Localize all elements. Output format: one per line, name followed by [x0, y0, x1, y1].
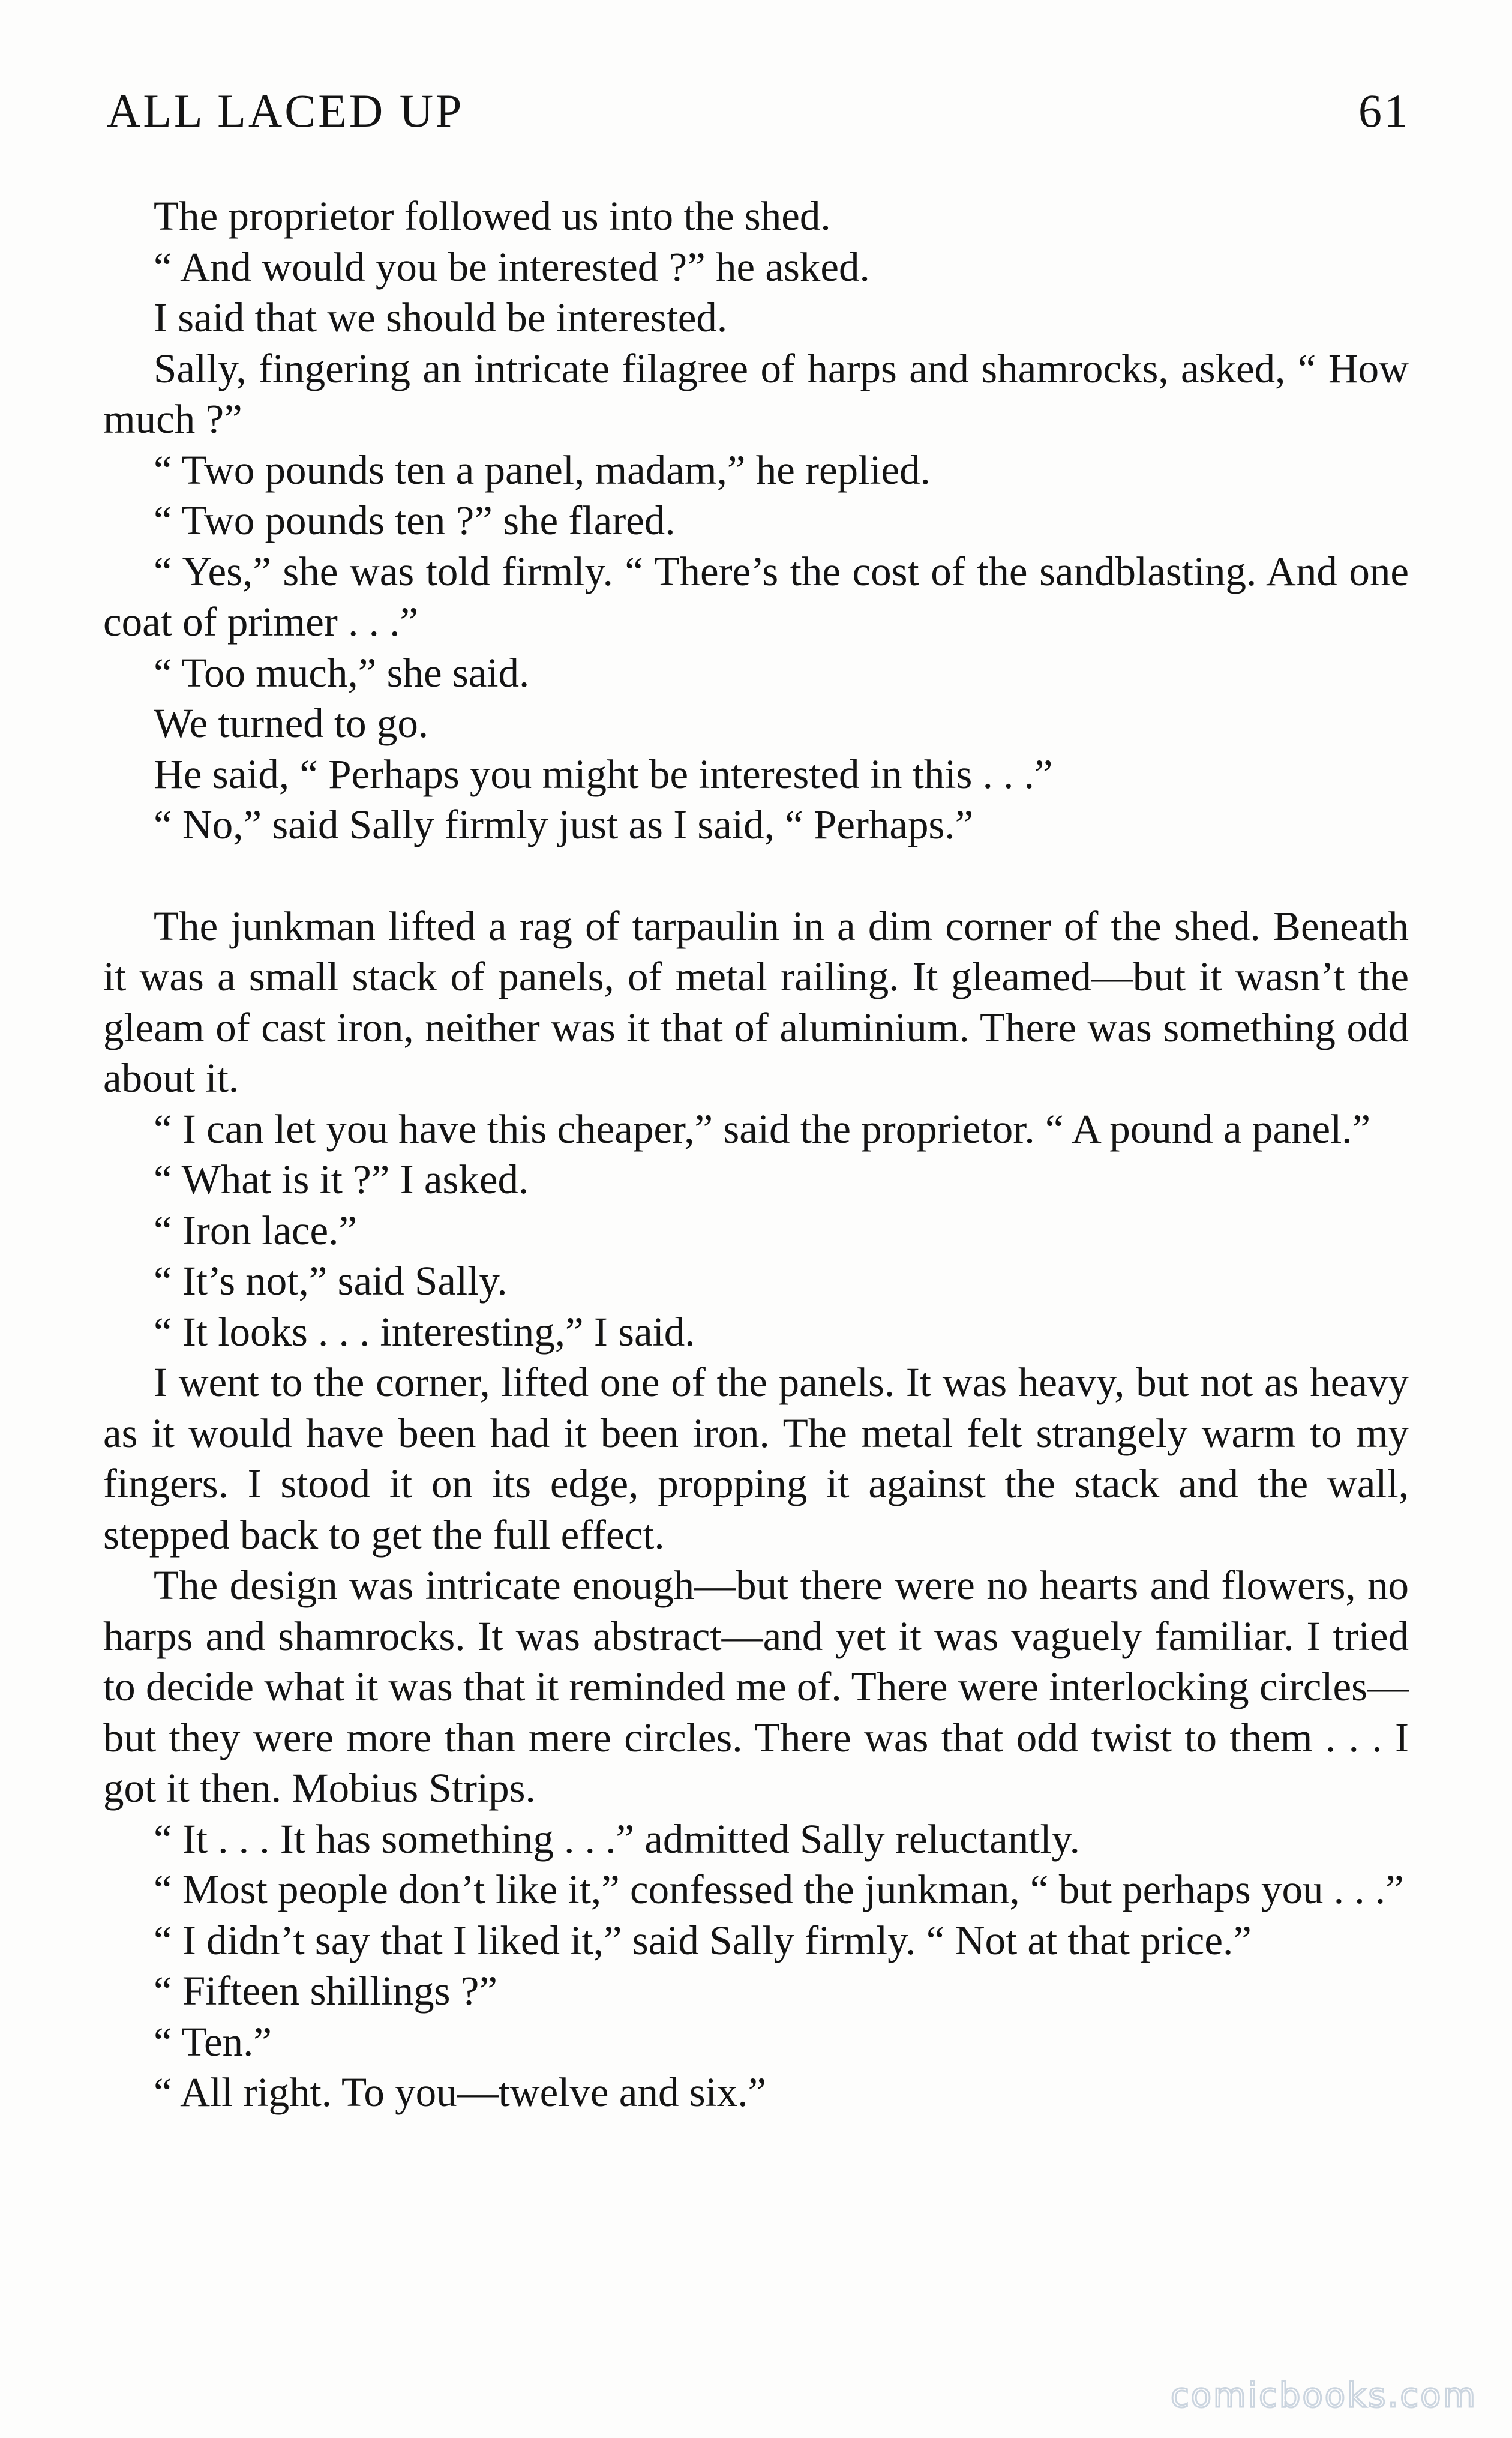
page-number: 61 [1358, 85, 1410, 137]
paragraph: “ It’s not,” said Sally. [154, 1258, 508, 1304]
paragraph: Sally, fingering an intricate filagree of harps and shamrocks, asked, “ How much ?” [103, 345, 1409, 442]
paragraph: “ It . . . It has something . . .” admitted Sally reluctantly. [154, 1816, 1080, 1862]
paragraph: “ Ten.” [154, 2018, 272, 2065]
paragraph: “ I didn’t say that I liked it,” said Sally firmly. “ Not at that price.” [154, 1917, 1252, 1963]
body-text [103, 191, 1409, 2118]
running-title: ALL LACED UP [107, 85, 464, 137]
paragraph: “ What is it ?” I asked. [154, 1157, 529, 1202]
paragraph: I went to the corner, lifted one of the panels. It was heavy, but not as heavy as it would have been had it been iron. The metal felt strangely warm to my fingers. I stood it on its edge, propping it against the stack and the wall, stepped back to get the full effect. [103, 1359, 1409, 1558]
watermark: comicbooks.com [1170, 2376, 1477, 2415]
running-head [107, 84, 1410, 144]
paragraph: “ Too much,” she said. [154, 649, 530, 696]
paragraph: “ Iron lace.” [154, 1207, 358, 1253]
paragraph: “ And would you be interested ?” he asked. [154, 244, 870, 290]
paragraph: “ Yes,” she was told firmly. “ There’s the cost of the sandblasting. And one coat of primer . . .” [103, 548, 1409, 645]
paragraph: “ I can let you have this cheaper,” said the proprietor. “ A pound a panel.” [154, 1106, 1371, 1152]
paragraph: “ All right. To you—twelve and six.” [154, 2069, 767, 2115]
paragraph: The design was intricate enough—but there were no hearts and flowers, no harps and shamrocks. It was abstract—and yet it was vaguely familiar. I tried to decide what it was that it reminded me of. There were interlocking circles—but they were more than mere circles. There was that odd twist to them . . . I got it then. Mobius Strips. [103, 1562, 1409, 1811]
paragraph: He said, “ Perhaps you might be interested in this . . .” [154, 751, 1053, 797]
paragraph: “ Most people don’t like it,” confessed the junkman, “ but perhaps you . . .” [154, 1867, 1404, 1912]
paragraph: “ No,” said Sally firmly just as I said, “ Perhaps.” [154, 802, 974, 847]
paragraph: We turned to go. [154, 700, 429, 746]
paragraph: “ Two pounds ten ?” she flared. [154, 498, 676, 543]
paragraph: “ It looks . . . interesting,” I said. [154, 1308, 695, 1355]
paragraph: I said that we should be interested. [154, 295, 728, 340]
paragraph: “ Fifteen shillings ?” [154, 1968, 497, 2014]
paragraph: The junkman lifted a rag of tarpaulin in a dim corner of the shed. Beneath it was a small stack of panels, of metal railing. It gleamed—but it wasn’t the gleam of cast iron, neither was it that of aluminium. There was something odd about it. [103, 903, 1409, 1101]
paragraph: “ Two pounds ten a panel, madam,” he replied. [154, 447, 931, 493]
paragraph: The proprietor followed us into the shed. [154, 193, 831, 239]
